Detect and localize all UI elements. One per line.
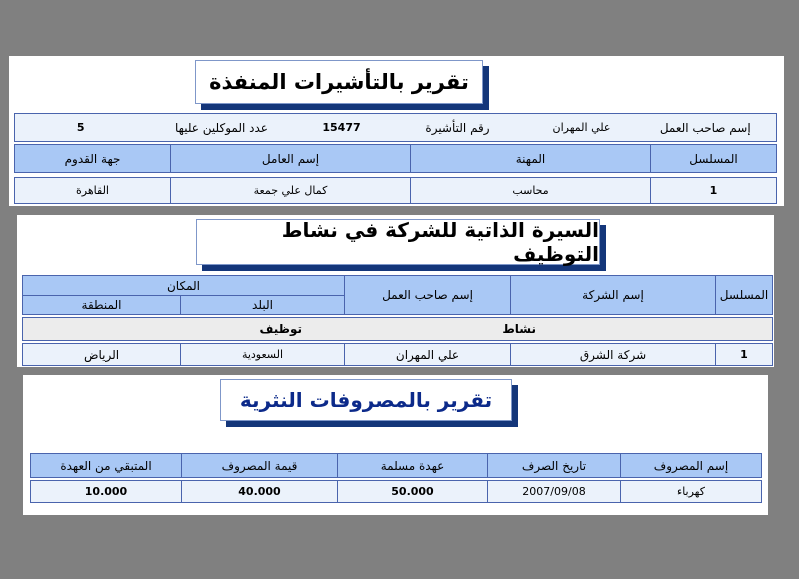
cell-country: السعودية (181, 344, 345, 366)
col-expense-name: إسم المصروف (621, 454, 762, 478)
cell-profession: محاسب (411, 178, 651, 204)
cell-expense-value: 40.000 (182, 481, 338, 503)
col-remaining: المتبقي من العهدة (31, 454, 182, 478)
employer-label: إسم صاحب العمل (635, 114, 777, 142)
cell-expense-name: كهرباء (621, 481, 762, 503)
col-serial: المسلسل (716, 276, 773, 315)
table-row (31, 481, 762, 503)
cell-custody-given: 50.000 (338, 481, 488, 503)
col-profession: المهنة (411, 145, 651, 173)
col-expense-value: قيمة المصروف (182, 454, 338, 478)
company-cv-title: السيرة الذاتية للشركة في نشاط التوظيف (196, 219, 600, 265)
agents-count-value: 5 (15, 114, 147, 142)
cell-region: الرياض (23, 344, 181, 366)
activity-value: توظيف (259, 322, 302, 336)
visa-number-value: 15477 (297, 114, 387, 142)
col-custody-given: عهدة مسلمة (338, 454, 488, 478)
cell-origin: القاهرة (15, 178, 171, 204)
col-country: البلد (181, 296, 345, 315)
col-place: المكان (23, 276, 345, 296)
cell-remaining: 10.000 (31, 481, 182, 503)
col-worker-name: إسم العامل (171, 145, 411, 173)
cell-serial: 1 (716, 344, 773, 366)
visas-table (14, 144, 777, 204)
expenses-title: تقرير بالمصروفات النثرية (220, 379, 512, 421)
col-region: المنطقة (23, 296, 181, 315)
cell-company-name: شركة الشرق (511, 344, 716, 366)
cell-expense-date: 2007/09/08 (488, 481, 621, 503)
cell-serial: 1 (651, 178, 777, 204)
agents-count-label: عدد الموكلين عليها (147, 114, 297, 142)
table-row (23, 344, 773, 366)
col-company-name: إسم الشركة (511, 276, 716, 315)
col-serial: المسلسل (651, 145, 777, 173)
col-origin: جهة القدوم (15, 145, 171, 173)
visa-number-label: رقم التأشيرة (387, 114, 529, 142)
visas-report-title: تقرير بالتأشيرات المنفذة (195, 60, 483, 104)
company-cv-table (22, 275, 773, 366)
cell-worker-name: كمال علي جمعة (171, 178, 411, 204)
col-employer-name: إسم صاحب العمل (345, 276, 511, 315)
cell-employer-name: علي المهران (345, 344, 511, 366)
expenses-table (30, 453, 762, 503)
visas-info-table (14, 113, 777, 142)
activity-row (23, 318, 773, 341)
col-expense-date: تاريخ الصرف (488, 454, 621, 478)
table-row (15, 178, 777, 204)
activity-label: نشاط (502, 322, 536, 336)
employer-value: علي المهران (529, 114, 635, 142)
